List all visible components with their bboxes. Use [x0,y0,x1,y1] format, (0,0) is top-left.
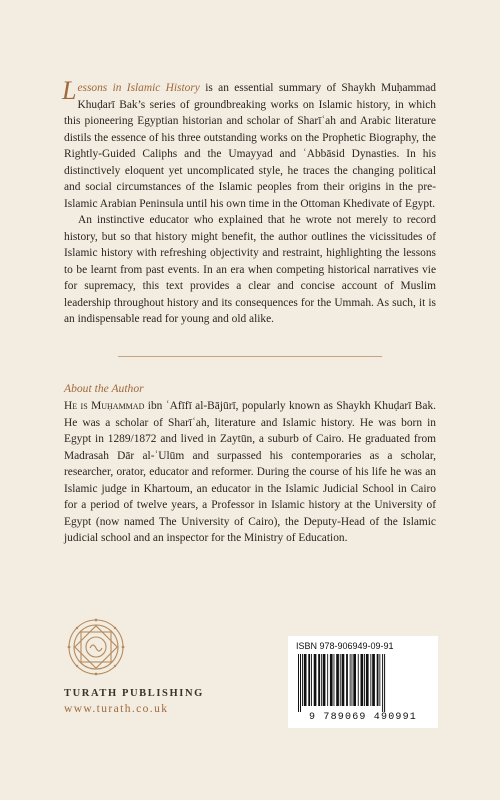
author-bio: ibn ʿAfīfī al-Bājūrī, popularly known as Shaykh Khuḍarī Bak. He was a scholar of Sharīʿah, literature and Islamic history. He was born in Egypt in 1289/1872 and lived in Zaytūn, a suburb of Cairo. He graduated from Madrasah Dār al-ʿUlūm and surpassed his contemporaries as a scholar, researcher, orator, educator and reformer. During the course of his life he was an Islamic judge in Khartoum, an educator in the Islamic Judicial School in Cairo for a period of twelve years, a Professor in Islamic history at the University of Egypt (now named The University of Cairo), the Deputy-Head of the Islamic judicial school and an inspector for the Ministry of Education. [64,400,436,544]
isbn-number: ISBN 978-906949-09-91 [296,641,394,651]
blurb-paragraph-1-text: is an essential summary of Shaykh Muḥammad Khuḍarī Bak’s series of groundbreaking works on Islamic history, in which this pioneering Egyptian historian and scholar of Sharīʿah and Arabic literature distils the essence of his three outstanding works on the Prophetic Biography, the Rightly-Guided Caliphs and the Umayyad and ʿAbbāsid Dynasties. In his distinctively eloquent yet uncomplicated style, he traces the changing political and social circumstances of the Islamic peoples from their origins in the pre-Islamic Arabian Peninsula until his own time in the Ottoman Khedivate of Egypt. [64,82,436,210]
section-divider [118,356,382,357]
book-blurb [62,76,436,328]
barcode-digits: 9 789069 490991 [308,712,417,723]
blurb-paragraph-2: An instinctive educator who explained that he wrote not merely to record history, but so that history might benefit, the author outlines the vicissitudes of Islamic history with refreshing objectivity and restraint, highlighting the lessons to be learnt from past events. In an era when competing historical narratives vie for supremacy, this text provides a clear and concise account of Muslim leadership throughout history and its consequences for the Ummah. As such, it is an indispensable read for young and old alike. [64,214,436,325]
drop-cap: L [62,76,77,105]
turath-emblem-icon [66,617,126,677]
publisher-website[interactable]: www.turath.co.uk [64,703,169,715]
author-lead: He is Muḥammad [64,400,145,412]
blurb-paragraph-1 [62,76,436,212]
isbn-barcode [288,636,438,728]
publisher-name: TURATH PUBLISHING [64,688,204,699]
about-author-heading: About the Author [64,382,144,395]
barcode-bars [294,654,432,712]
book-title: essons in Islamic History [77,82,200,94]
about-author-text [64,398,436,547]
